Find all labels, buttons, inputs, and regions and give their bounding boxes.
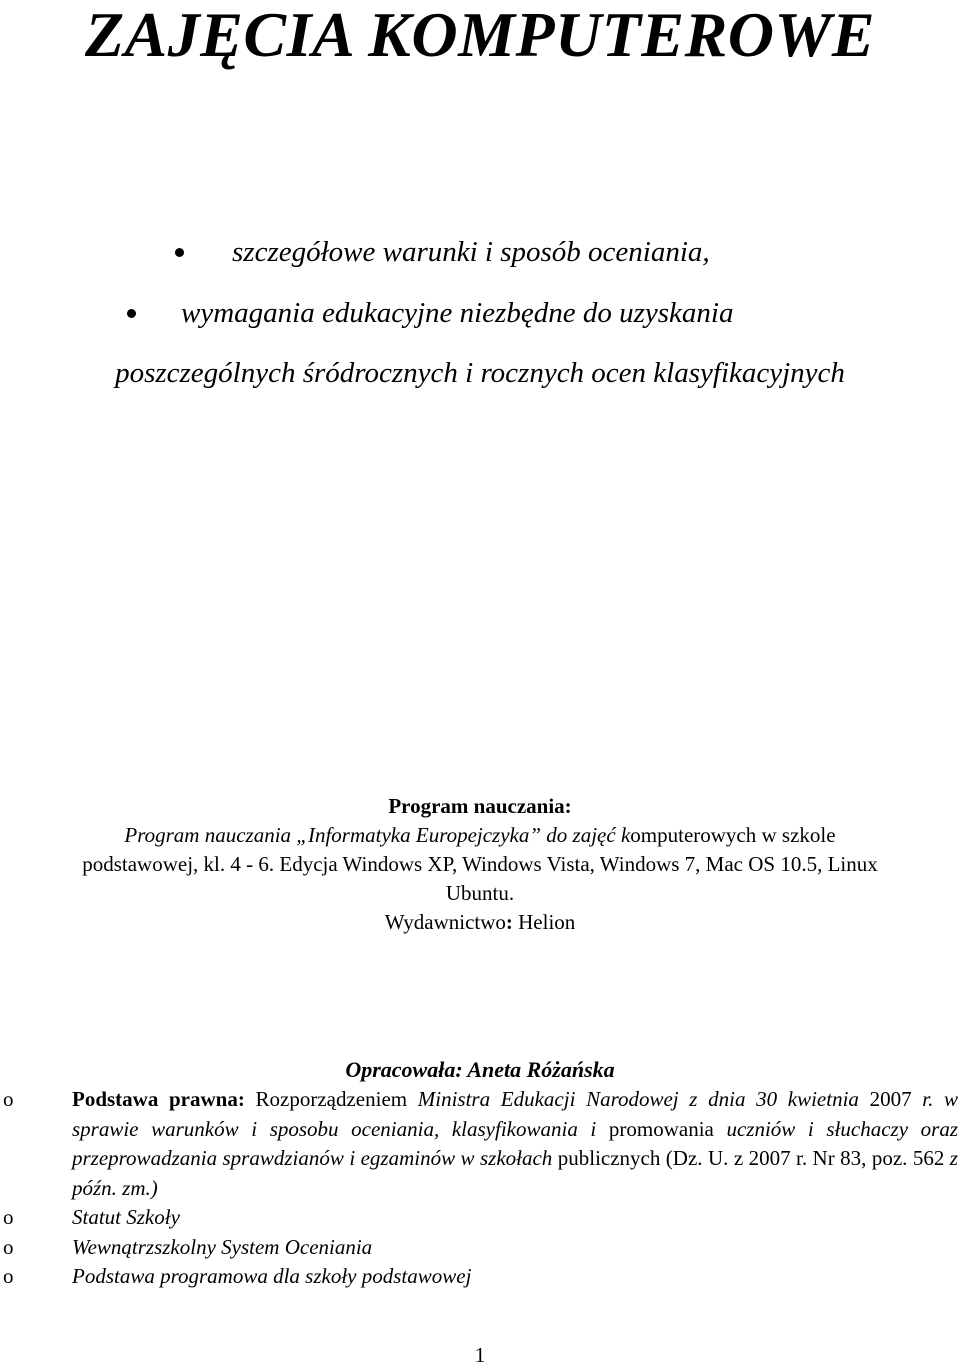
program-line: podstawowej, kl. 4 - 6. Edycja Windows XP, Windows Vista, Windows 7, Mac OS 10.5, Linux xyxy=(82,852,878,876)
list-marker: o xyxy=(3,1087,14,1111)
list-item-text: Podstawa programowa dla szkoły podstawowej xyxy=(72,1264,472,1288)
list-item-text: Statut Szkoły xyxy=(72,1205,180,1229)
author-line: Opracowała: Aneta Różańska xyxy=(345,1057,615,1082)
page-number: 1 xyxy=(474,1343,486,1367)
list-marker: o xyxy=(3,1205,14,1229)
program-label: Program nauczania: xyxy=(388,794,572,818)
text-run: r. w sprawie warunków i sposobu oceniania, klasyfikowania i xyxy=(72,1087,959,1141)
list-marker: o xyxy=(3,1234,14,1259)
legal-basis-text xyxy=(72,1085,958,1203)
list-item xyxy=(0,1203,960,1233)
program-line: Ubuntu. xyxy=(445,881,515,905)
bullet-icon xyxy=(127,309,136,318)
program-section xyxy=(0,792,960,937)
program-text: omputerowych w szkole xyxy=(630,823,836,847)
text-run: promowania xyxy=(596,1116,727,1141)
text-run: Ministra Edukacji Narodowej z dnia 30 kwietnia xyxy=(417,1087,859,1111)
text-run: uczniów i słuchaczy oraz przeprowadzania sprawdzianów i egzaminów w szkołach xyxy=(72,1116,958,1170)
heading-item-text: wymagania edukacyjne niezbędne do uzyskania xyxy=(181,297,734,329)
text-run: publicznych (Dz. U. z 2007 r. Nr 83, poz. 562 xyxy=(552,1146,950,1170)
program-line xyxy=(0,821,960,850)
list-item xyxy=(0,1085,960,1203)
text-run: 2007 xyxy=(858,1087,923,1111)
publisher-value: Helion xyxy=(512,910,576,934)
document-title: ZAJĘCIA KOMPUTEROWE xyxy=(84,0,876,70)
list-item xyxy=(0,1233,960,1263)
bullet-icon xyxy=(175,248,184,257)
heading-item-text: szczegółowe warunki i sposób oceniania, xyxy=(232,236,710,268)
list-marker: o xyxy=(3,1264,14,1288)
publisher-line xyxy=(0,908,960,937)
heading-item xyxy=(0,293,960,333)
text-run: Rozporządzeniem xyxy=(244,1087,418,1111)
list-item-text: Wewnątrzszkolny System Oceniania xyxy=(72,1234,373,1259)
legal-basis-label: Podstawa prawna: xyxy=(72,1087,245,1111)
text-run: z późn. zm.) xyxy=(72,1146,958,1200)
legal-basis-list xyxy=(0,1085,960,1292)
list-item xyxy=(0,1262,960,1292)
program-title: Program nauczania „Informatyka Europejczyka” do zajęć k xyxy=(124,823,631,847)
publisher-colon: : xyxy=(505,910,513,934)
publisher-label: Wydawnictwo xyxy=(384,910,506,934)
heading-item-continuation: poszczególnych śródrocznych i rocznych ocen klasyfikacyjnych xyxy=(115,357,845,389)
heading-item xyxy=(0,232,960,272)
